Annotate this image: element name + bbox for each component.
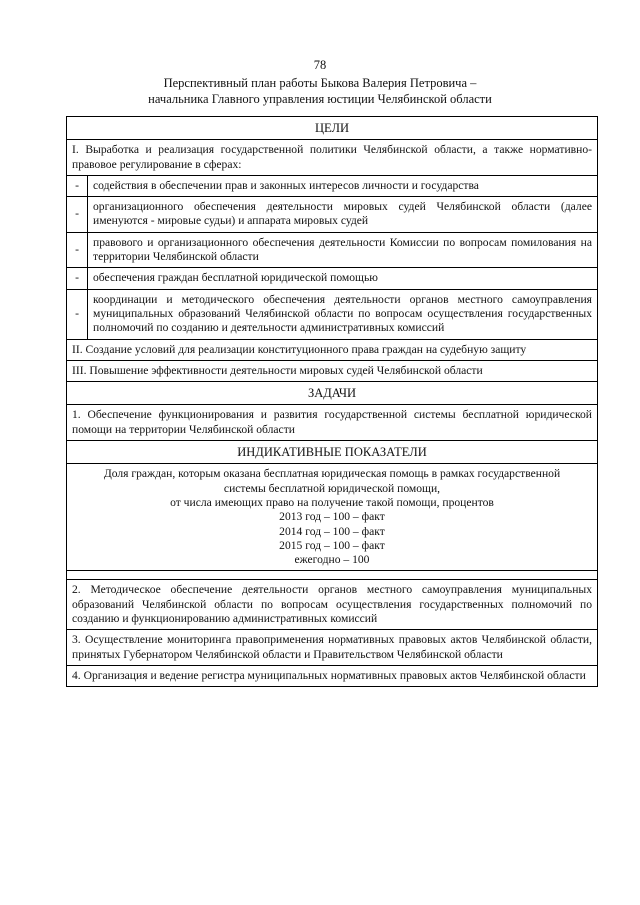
task-1: 1. Обеспечение функционирования и развития государственной системы бесплатной юридической помощи на территории Челябинской области bbox=[67, 405, 598, 441]
goal-item-text: обеспечения граждан бесплатной юридической помощью bbox=[88, 268, 598, 289]
goal-item-text: координации и методического обеспечения деятельности органов местного самоуправления муниципальных образований Челябинской области по вопросам осуществления государственных полномочий по созданию и деятельности административных комиссий bbox=[88, 289, 598, 339]
goal-2: II. Создание условий для реализации конституционного права граждан на судебную защиту bbox=[67, 339, 598, 360]
goal-item bbox=[67, 175, 598, 196]
goal-item-text: содействия в обеспечении прав и законных интересов личности и государства bbox=[88, 175, 598, 196]
indicator-2013: 2013 год – 100 – факт bbox=[279, 510, 385, 524]
goal-3: III. Повышение эффективности деятельности мировых судей Челябинской области bbox=[67, 360, 598, 381]
goal-item-text: правового и организационного обеспечения деятельности Комиссии по вопросам помилования на территории Челябинской области bbox=[88, 232, 598, 268]
indicator-block bbox=[67, 464, 598, 571]
title-line-2: начальника Главного управления юстиции Челябинской области bbox=[148, 92, 492, 106]
goal-item-text: организационного обеспечения деятельности мировых судей Челябинской области (далее именуются - мировые судьи) и аппарата мировых судей bbox=[88, 197, 598, 233]
page-number: 78 bbox=[313, 58, 327, 72]
goals-header: ЦЕЛИ bbox=[67, 117, 598, 140]
goal-1: I. Выработка и реализация государственной политики Челябинской области, а также нормативно-правовое регулирование в сферах: bbox=[67, 140, 598, 176]
task-3: 3. Осуществление мониторинга правоприменения нормативных правовых актов Челябинской области, принятых Губернатором Челябинской области и Правительством Челябинской области bbox=[67, 630, 598, 666]
indicators-header: ИНДИКАТИВНЫЕ ПОКАЗАТЕЛИ bbox=[67, 441, 598, 464]
indicator-line-3: от числа имеющих право на получение такой помощи, процентов bbox=[170, 495, 494, 509]
goal-item bbox=[67, 289, 598, 339]
spacer-row bbox=[67, 571, 598, 580]
goal-item bbox=[67, 197, 598, 233]
title-line-1: Перспективный план работы Быкова Валерия Петровича – bbox=[163, 76, 477, 90]
indicator-line-1: Доля граждан, которым оказана бесплатная юридическая помощь в рамках государственной bbox=[103, 467, 561, 481]
document-title bbox=[0, 75, 640, 107]
tasks-header: ЗАДАЧИ bbox=[67, 382, 598, 405]
task-2: 2. Методическое обеспечение деятельности органов местного самоуправления муниципальных образований Челябинской области по вопросам осуществления государственных полномочий по созданию и функционированию административных комиссий bbox=[67, 580, 598, 630]
indicator-2014: 2014 год – 100 – факт bbox=[279, 524, 385, 538]
dash-marker: - bbox=[67, 175, 88, 196]
indicator-line-2: системы бесплатной юридической помощи, bbox=[223, 481, 441, 495]
dash-marker: - bbox=[67, 268, 88, 289]
indicator-2015: 2015 год – 100 – факт bbox=[279, 538, 385, 552]
dash-marker: - bbox=[67, 232, 88, 268]
dash-marker: - bbox=[67, 289, 88, 339]
plan-table bbox=[66, 116, 598, 687]
dash-marker: - bbox=[67, 197, 88, 233]
goal-item bbox=[67, 232, 598, 268]
task-4: 4. Организация и ведение регистра муниципальных нормативных правовых актов Челябинской области bbox=[67, 665, 598, 686]
indicator-yearly: ежегодно – 100 bbox=[294, 553, 370, 567]
goal-item bbox=[67, 268, 598, 289]
